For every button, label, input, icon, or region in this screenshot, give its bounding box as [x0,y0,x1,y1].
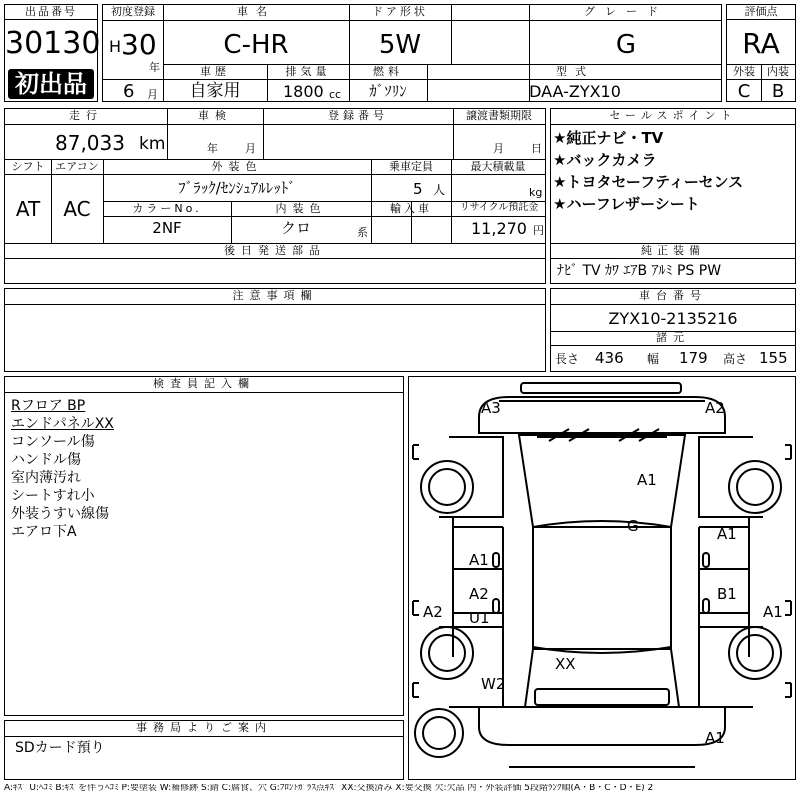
capacity: 5 [413,180,423,198]
inspector-notes-list [11,397,391,541]
fuel-label: 燃料 [373,65,403,78]
sales-point-3: ★トヨタセーフティーセンス [553,173,744,191]
displacement: 1800 [283,82,324,101]
exterior-grade-label: 外装 [733,65,755,78]
import-label: 輸入車 [390,202,432,215]
chassis-box [550,288,796,372]
width-label: 幅 [647,352,660,366]
office-notes-label: 事務局よりご案内 [136,721,272,734]
mileage-label: 走行 [69,109,103,122]
transfer-docs-label: 譲渡書類期限 [466,109,532,122]
exterior-grade: C [737,81,751,102]
sales-points-label: セールスポイント [609,109,737,122]
damage-front-left-door: A1 [469,551,489,569]
width: 179 [679,349,708,367]
vehicle-header-box [102,4,722,102]
office-notes: SDカード預り [15,740,105,756]
dimensions-label: 諸元 [656,331,690,344]
car-name-label: 車名 [237,5,275,18]
max-load-label: 最大積載量 [470,160,526,173]
yen-unit: 円 [533,224,544,237]
interior-grade-label: 内装 [767,65,789,78]
damage-front-right-door: A1 [717,525,737,543]
score-label: 評価点 [727,5,795,20]
damage-windshield: G [627,517,639,535]
recycle-fee: 11,270 [471,219,527,238]
car-diagram-box [408,376,796,780]
first-listing-badge [8,69,94,99]
aircon: AC [63,197,91,221]
color-no-label: カラーNo. [132,202,202,215]
registration-number-label: 登録番号 [328,109,388,122]
first-registration-year: 30 [121,28,157,61]
length-label: 長さ [555,352,580,366]
height: 155 [759,349,788,367]
damage-rear-panel: XX [555,655,576,673]
note-line: 外装うすい線傷 [11,506,109,522]
sales-points-box [550,108,796,284]
first-listing-text: 初出品 [15,70,87,98]
people-unit: 人 [433,183,446,197]
damage-rear-left-door-1: A2 [469,585,489,603]
damage-front-right: A2 [705,399,725,417]
note-line: コンソール傷 [11,434,95,450]
interior-grade: B [771,81,785,102]
car-diagram [409,377,795,779]
inspector-notes-box [4,376,404,716]
length: 436 [595,349,624,367]
shift-label: シフト [11,160,45,173]
note-line: ハンドル傷 [11,452,81,468]
inspection-month-unit: 月 [245,142,256,155]
note-line: エンドパネルXX [11,416,114,432]
note-line: シートすれ小 [11,488,95,504]
interior-color: クロ [281,219,312,237]
chassis-number: ZYX10-2135216 [608,309,738,328]
later-parts-label: 後日発送部品 [224,244,326,257]
damage-front-left: A3 [481,399,501,417]
legend: A:ｷｽﾞ U:ﾍｺﾐ B:ｷｽﾞを伴うﾍｺﾐ P:要塗装 W:補修跡 S:錆 C:腐食、穴 G:ﾌﾛﾝﾄｶﾞﾗｽ点ｷｽﾞ XX:交換済み X:要交換 欠:欠品 内・外装評価 5段階ﾗﾝｸ順(A・B・C・D・E) 2 [4,784,654,793]
mileage: 87,033 [55,131,125,155]
interior-color-label: 内装色 [275,202,327,215]
color-no: 2NF [152,219,182,237]
transfer-day-unit: 日 [531,142,542,155]
history-label: 車歴 [200,65,230,78]
note-line: エアロ下A [11,524,77,540]
damage-rear-left-door-2: U1 [469,609,490,627]
aircon-label: エアコン [55,160,99,173]
km-unit: km [139,134,166,154]
sales-point-1: ★純正ナビ・TV [553,129,664,147]
note-line: 室内薄汚れ [11,470,81,486]
capacity-label: 乗車定員 [389,160,433,173]
color-suffix: 系 [357,226,368,239]
cc-unit: cc [329,88,342,101]
standard-equipment-label: 純正装備 [641,244,705,257]
shift: AT [15,197,41,221]
first-registration-month: 6 [123,81,135,102]
recycle-label: リサイクル預託金 [459,202,539,213]
car-name: C-HR [223,30,289,60]
damage-hood: A1 [637,471,657,489]
lot-number-box [4,4,101,102]
kg-unit: kg [529,186,543,199]
model-code-label: 型式 [556,65,594,78]
grade-label: グレード [584,5,668,18]
chassis-number-label: 車台番号 [639,289,707,302]
door-type-label: ドア形状 [372,5,428,18]
fuel: ｶﾞｿﾘﾝ [369,82,407,100]
notes-label: 注意事項欄 [232,289,318,302]
office-notes-box [4,720,404,780]
damage-rear-left-fender: A2 [423,603,443,621]
grade: G [615,30,637,60]
notes-box [4,288,546,372]
damage-rear-left: W2 [481,675,506,693]
exterior-color: ﾌﾞﾗｯｸ/ｾﾝｼｭｱﾙﾚｯﾄﾞ [178,179,296,197]
lot-number: 30130 [5,26,101,61]
score: RA [742,27,780,60]
score-box [726,4,796,102]
damage-rear-right-door: B1 [717,585,737,603]
damage-rear-bumper: A1 [705,729,725,747]
inspector-notes-label: 検査員記入欄 [153,377,255,390]
lot-number-label: 出品番号 [5,5,97,20]
height-label: 高さ [723,352,748,366]
exterior-color-label: 外装色 [211,160,263,173]
sales-point-2: ★バックカメラ [553,151,657,169]
model-code: DAA-ZYX10 [529,82,621,101]
month-unit: 月 [147,88,158,101]
mileage-block [4,108,546,284]
year-unit: 年 [149,61,160,74]
damage-rear-right-fender: A1 [763,603,783,621]
door-type: 5W [378,30,422,60]
first-registration-label: 初度登録 [111,5,155,18]
transfer-month-unit: 月 [493,142,504,155]
displacement-label: 排気量 [285,65,331,78]
standard-equipment: ﾅﾋﾞ TV ｶﾜ ｴｱB ｱﾙﾐ PS PW [557,263,722,279]
inspection-year-unit: 年 [207,142,218,155]
inspection-label: 車検 [198,109,232,122]
sales-point-4: ★ハーフレザーシート [553,195,700,213]
history: 自家用 [189,81,241,101]
era-letter: H [109,37,122,56]
note-line: Rフロア BP [11,398,86,414]
